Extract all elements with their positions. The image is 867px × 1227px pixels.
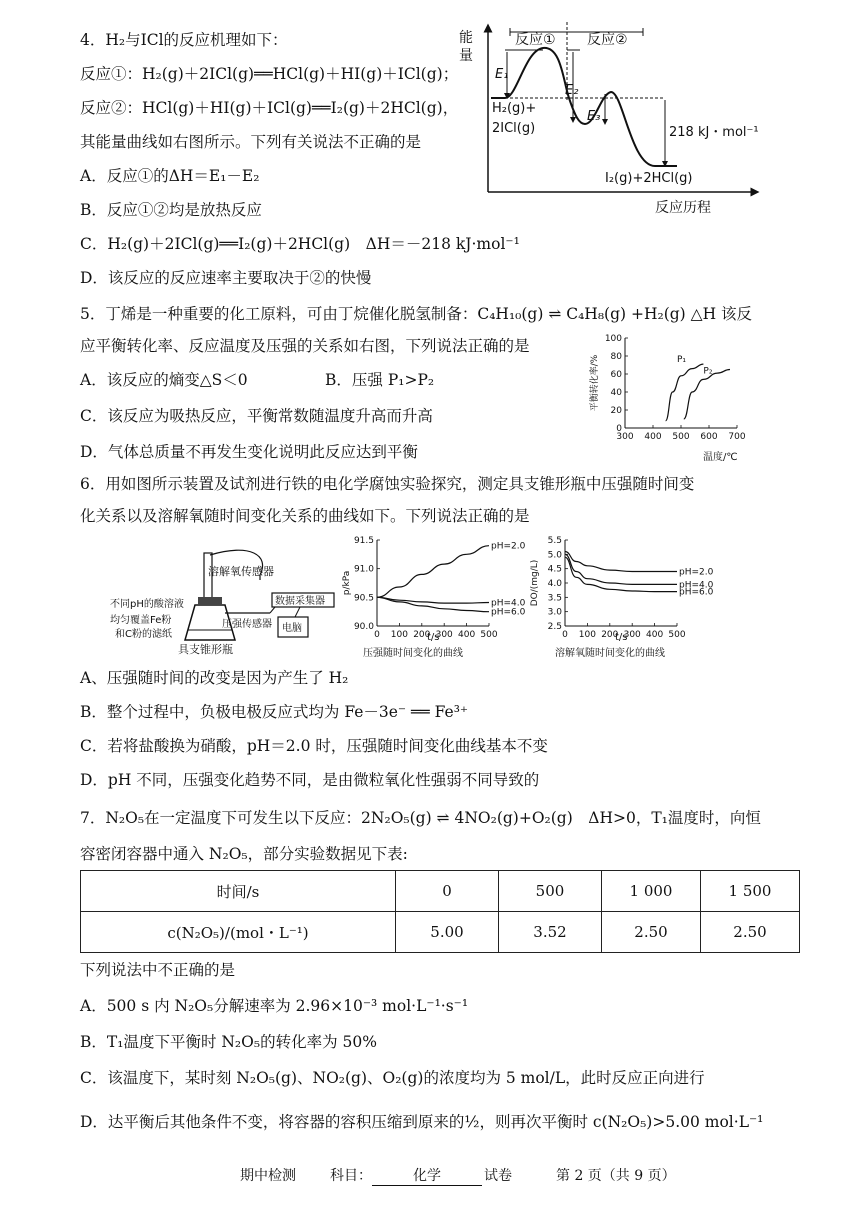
- q7-stem-line1: 7．N₂O₅在一定温度下可发生以下反应：2N₂O₅(g) ⇌ 4NO₂(g)+O₂(g) ΔH>0，T₁温度时，向恒: [80, 809, 761, 827]
- q4-stage-2: 反应②: [587, 32, 628, 48]
- table-cell: 0: [396, 871, 499, 912]
- y-tick-label: 4.5: [547, 564, 562, 575]
- series-label-2: pH=4.0: [491, 598, 526, 609]
- x-tick-label: 500: [480, 630, 498, 640]
- q4-reaction-2: 反应②：HCl(g)＋HI(g)＋ICl(g)══I₂(g)＋2HCl(g)，: [80, 99, 459, 117]
- y-tick-label: 90.5: [353, 593, 374, 604]
- q4-reaction-1: 反应①：H₂(g)＋2ICl(g)══HCl(g)＋HI(g)＋ICl(g)；: [80, 65, 459, 83]
- footer-subject-label: 科目：: [330, 1168, 372, 1184]
- q6-stem-line2: 化关系以及溶解氧随时间变化关系的曲线如下。下列说法正确的是: [80, 507, 530, 525]
- x-tick-label: 400: [646, 630, 664, 640]
- series-line-1: [377, 546, 489, 598]
- footer-page: 第 2 页（共 9 页）: [556, 1168, 676, 1184]
- x-axis-label: 温度/℃: [703, 452, 738, 463]
- q5-option-c: C．该反应为吸热反应，平衡常数随温度升高而升高: [80, 407, 433, 425]
- table-cell: 1 500: [701, 871, 800, 912]
- q7-stem-line3: 下列说法中不正确的是: [80, 961, 236, 979]
- x-tick-label: 100: [390, 630, 408, 640]
- y-tick-label: 0: [616, 424, 622, 434]
- q6-option-c: C．若将盐酸换为硝酸，pH＝2.0 时，压强随时间变化曲线基本不变: [80, 737, 548, 755]
- q7-option-d: D．达平衡后其他条件不变，将容器的容积压缩到原来的½，则再次平衡时 c(N₂O₅)>5.00 mol·L⁻¹: [80, 1113, 764, 1131]
- table-cell: 1 000: [602, 871, 701, 912]
- series-line-1: [666, 364, 704, 421]
- q6-option-a: A、压强随时间的改变是因为产生了 H₂: [80, 669, 349, 687]
- q5-option-d: D．气体总质量不再发生变化说明此反应达到平衡: [80, 443, 418, 461]
- y-tick-label: 4.0: [547, 579, 562, 589]
- q4-ylabel-1: 能: [459, 30, 473, 46]
- y-axis-label: DO/(mg/L): [530, 559, 540, 607]
- q4-dh-label: 218 kJ・mol⁻¹: [669, 125, 759, 140]
- q4-option-a: A．反应①的ΔH＝E₁－E₂: [80, 167, 260, 185]
- y-tick-label: 3.5: [547, 593, 562, 604]
- q7-data-table: [80, 870, 800, 953]
- chart-title: 压强随时间变化的曲线: [363, 648, 463, 659]
- q4-reactant-label-1: H₂(g)+: [492, 101, 537, 116]
- y-tick-label: 20: [610, 406, 622, 416]
- q4-e3-label: E₃: [587, 109, 601, 124]
- y-tick-label: 100: [604, 334, 622, 344]
- y-tick-label: 2.5: [547, 622, 562, 632]
- series-line-2: [684, 370, 730, 420]
- table-row: [81, 871, 800, 912]
- series-line-1: [565, 552, 677, 572]
- q4-product-label: I₂(g)+2HCl(g): [605, 171, 693, 186]
- series-label-2: pH=4.0: [679, 580, 714, 591]
- q5-option-a: A．该反应的熵变△S＜0: [80, 371, 248, 389]
- x-tick-label: 600: [700, 432, 718, 442]
- x-tick-label: 700: [728, 432, 746, 442]
- y-tick-label: 40: [610, 388, 622, 398]
- q7-stem-line2: 容密闭容器中通入 N₂O₅，部分实验数据见下表:: [80, 845, 408, 863]
- chart-title: 溶解氧随时间变化的曲线: [555, 648, 665, 659]
- y-axis-label: 平衡转化率/%: [590, 354, 600, 412]
- q6-apparatus-figure: [110, 545, 340, 655]
- series-label-1: P₁: [677, 354, 687, 365]
- table-cell: 2.50: [602, 912, 701, 953]
- q6-stem-line1: 6．用如图所示装置及试剂进行铁的电化学腐蚀实验探究，测定具支锥形瓶中压强随时间变: [80, 475, 695, 493]
- q6-powder-label-1: 均匀覆盖Fe粉: [110, 615, 172, 626]
- q6-flask-label: 具支锥形瓶: [178, 643, 233, 656]
- footer-exam: 期中检测: [240, 1168, 296, 1184]
- x-axis-label: t/s: [427, 632, 440, 643]
- x-tick-label: 100: [578, 630, 596, 640]
- series-line-2: [377, 597, 489, 603]
- q5-stem-line1: 5．丁烯是一种重要的化工原料，可由丁烷催化脱氢制备：C₄H₁₀(g) ⇌ C₄H₈(g) +H₂(g) △H 该反: [80, 305, 753, 323]
- q7-option-a: A．500 s 内 N₂O₅分解速率为 2.96×10⁻³ mol·L⁻¹·s⁻¹: [80, 997, 469, 1015]
- series-label-2: P₂: [703, 366, 713, 377]
- y-tick-label: 91.5: [353, 536, 374, 546]
- table-row: [81, 912, 800, 953]
- q4-xlabel: 反应历程: [655, 200, 711, 216]
- x-tick-label: 300: [616, 432, 634, 442]
- q6-collector-label: 数据采集器: [275, 596, 325, 607]
- table-cell: c(N₂O₅)/(mol・L⁻¹): [81, 912, 396, 953]
- y-tick-label: 3.0: [547, 607, 562, 618]
- y-tick-label: 91.0: [353, 564, 374, 575]
- q6-do-sensor-label: 溶解氧传感器: [208, 565, 274, 578]
- q4-energy-diagram: [455, 20, 785, 220]
- x-axis-label: t/s: [615, 632, 628, 643]
- y-axis-label: p/kPa: [342, 570, 352, 596]
- footer-subject: 化学: [372, 1165, 482, 1186]
- y-tick-label: 5.5: [547, 536, 562, 546]
- q7-option-c: C．该温度下，某时刻 N₂O₅(g)、NO₂(g)、O₂(g)的浓度均为 5 mol/L，此时反应正向进行: [80, 1069, 705, 1087]
- y-tick-label: 90.0: [353, 622, 374, 632]
- x-tick-label: 500: [672, 432, 690, 442]
- table-cell: 2.50: [701, 912, 800, 953]
- q6-acid-label: 不同pH的酸溶液: [110, 599, 184, 610]
- q4-e1-label: E₁: [495, 67, 509, 82]
- table-cell: 500: [499, 871, 602, 912]
- q5-stem-line2: 应平衡转化率、反应温度及压强的关系如右图，下列说法正确的是: [80, 337, 530, 355]
- q4-option-d: D．该反应的反应速率主要取决于②的快慢: [80, 269, 372, 287]
- q5-conversion-chart: [585, 330, 745, 465]
- y-tick-label: 60: [610, 370, 622, 380]
- x-tick-label: 300: [435, 630, 453, 640]
- q4-option-c: C．H₂(g)＋2ICl(g)══I₂(g)＋2HCl(g) ΔH＝－218 kJ·mol⁻¹: [80, 235, 520, 253]
- q4-reactant-label-2: 2ICl(g): [492, 121, 536, 136]
- x-tick-label: 200: [601, 630, 619, 640]
- q6-powder-label-2: 和C粉的滤纸: [115, 629, 172, 640]
- x-tick-label: 0: [374, 630, 380, 640]
- q4-ylabel-2: 量: [459, 48, 473, 64]
- series-label-1: pH=2.0: [679, 567, 714, 578]
- q6-computer-label: 电脑: [282, 623, 302, 634]
- x-tick-label: 400: [458, 630, 476, 640]
- y-tick-label: 5.0: [547, 550, 562, 561]
- series-line-2: [565, 554, 677, 584]
- series-label-3: pH=6.0: [679, 587, 714, 598]
- table-cell: 3.52: [499, 912, 602, 953]
- x-tick-label: 200: [413, 630, 431, 640]
- q4-stem-line1: 4．H₂与ICl的反应机理如下：: [80, 31, 288, 49]
- x-tick-label: 300: [623, 630, 641, 640]
- q4-stage-1: 反应①: [515, 32, 556, 48]
- x-tick-label: 400: [644, 432, 662, 442]
- q6-pressure-sensor-label: 压强传感器: [222, 619, 272, 630]
- x-tick-label: 0: [562, 630, 568, 640]
- q4-stem-line2: 其能量曲线如右图所示。下列有关说法不正确的是: [80, 133, 422, 151]
- table-cell: 5.00: [396, 912, 499, 953]
- q7-option-b: B．T₁温度下平衡时 N₂O₅的转化率为 50%: [80, 1033, 377, 1051]
- table-cell: 时间/s: [81, 871, 396, 912]
- x-tick-label: 500: [668, 630, 686, 640]
- q6-option-d: D．pH 不同，压强变化趋势不同，是由微粒氧化性强弱不同导致的: [80, 771, 540, 789]
- q6-pressure-chart: [335, 532, 526, 662]
- series-label-3: pH=6.0: [491, 607, 526, 618]
- q4-e2-label: E₂: [565, 83, 579, 98]
- q5-option-b: B．压强 P₁>P₂: [325, 371, 435, 389]
- q6-do-chart: [525, 532, 715, 662]
- q4-option-b: B．反应①②均是放热反应: [80, 201, 262, 219]
- footer-paper: 试卷: [484, 1168, 512, 1184]
- q6-option-b: B．整个过程中，负极电极反应式均为 Fe－3e⁻ ══ Fe³⁺: [80, 703, 469, 721]
- series-label-1: pH=2.0: [491, 541, 526, 552]
- y-tick-label: 80: [610, 352, 622, 362]
